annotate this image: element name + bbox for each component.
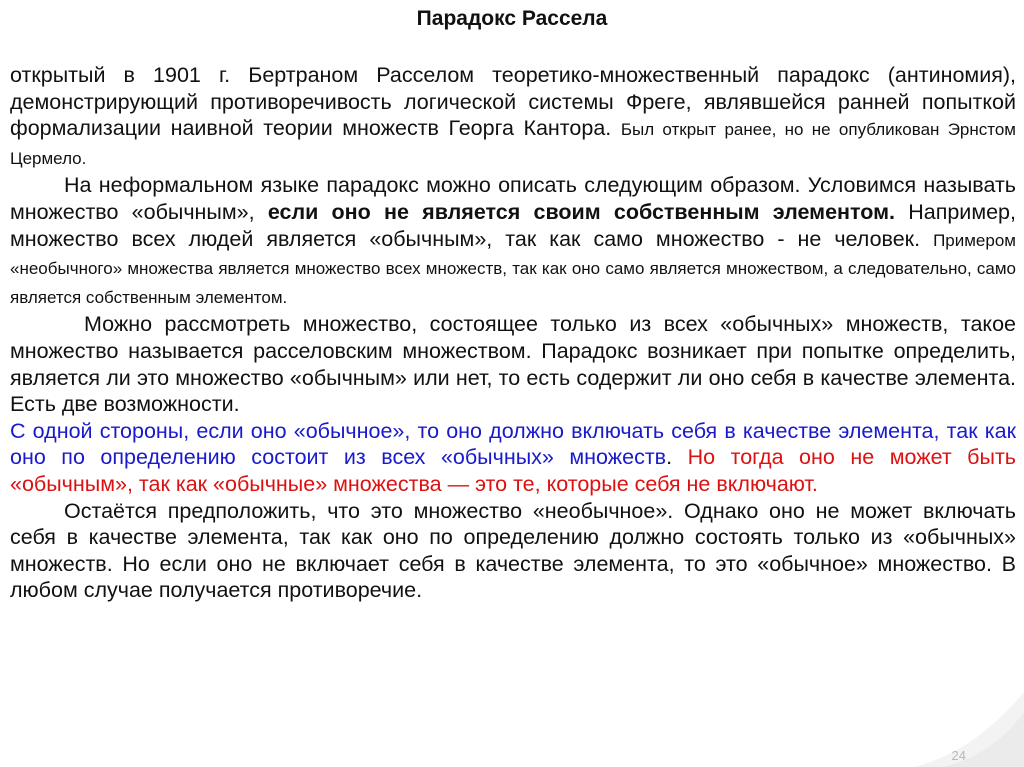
intro-text: открытый в 1901 г. Бертраном Расселом теоретико-множественный парадокс (антиномия), демонстрирующий противоречивость логической системы Фреге, являвшейся ранней попыткой формализации наивной теории множеств Георга Кантора. (10, 63, 1016, 141)
paragraph-contradiction (10, 418, 1016, 498)
paragraph-conclusion (10, 498, 1016, 604)
intro-note: Был открыт ранее, но не опубликован Эрнстом Цермело. (10, 120, 1016, 168)
red-statement: Но тогда оно не может быть «обычным», так как «обычные» множества — это те, которые себя не включают. (10, 445, 1016, 496)
page-number: 24 (951, 748, 966, 763)
statement-period: . (666, 445, 673, 470)
definition-bold: если оно не является своим собственным элементом. (267, 199, 895, 224)
corner-decoration (914, 692, 1024, 767)
definition-note: Примером «необычного» множества является множество всех множеств, так как оно само является множеством, а следовательно, само является собственным элементом. (10, 230, 1016, 307)
paragraph-intro (10, 62, 1016, 172)
definition-text-start: На неформальном языке парадокс можно описать следующим образом. Условимся называть множество «обычным», (10, 173, 1016, 224)
blue-statement: С одной стороны, если оно «обычное», то оно должно включать себя в качестве элемента, так как оно по определению состоит из всех «обычных» множеств (10, 418, 1016, 470)
russell-set-text: Можно рассмотреть множество, состоящее только из всех «обычных» множеств, такое множество называется расселовским множеством. Парадокс возникает при попытке определить, является ли это множество «обычным» или нет, то есть содержит ли оно себя в качестве элемента. Есть две возможности. (10, 312, 1016, 417)
definition-text-end: Например, множество всех людей является «обычным», так как само множество - не человек. (10, 199, 1016, 251)
slide-title: Парадокс Рассела (416, 7, 608, 30)
slide-body (10, 62, 1016, 604)
paragraph-russell-set (10, 311, 1016, 417)
conclusion-text: Остаётся предположить, что это множество «необычное». Однако оно не может включать себя в качестве элемента, так как оно по определению должно состоять только из «обычных» множеств. Но если оно не включает себя в качестве элемента, то это «обычное» множество. В любом случае получается противоречие. (10, 498, 1016, 603)
paragraph-definition (10, 172, 1016, 311)
